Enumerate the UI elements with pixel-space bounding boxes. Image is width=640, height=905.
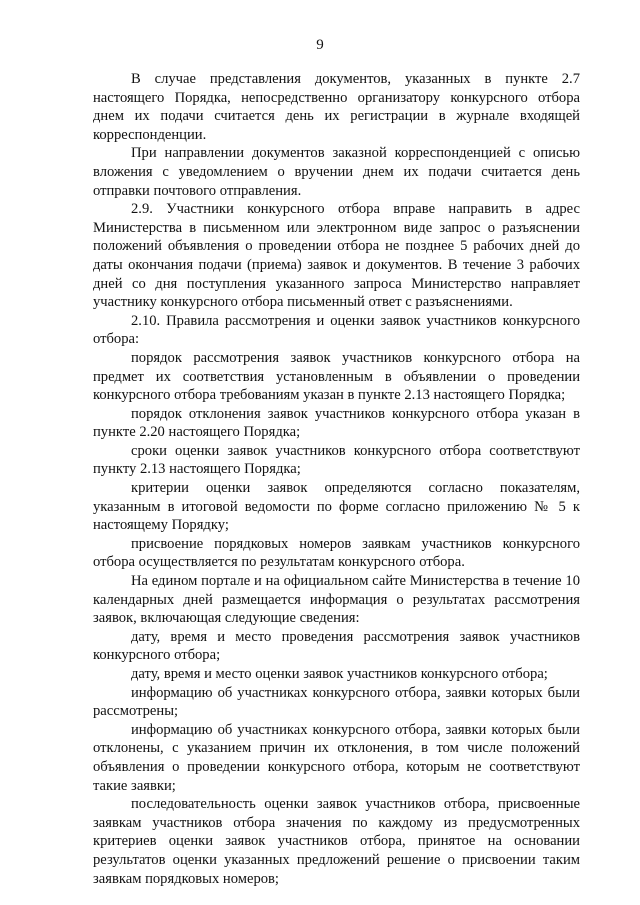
paragraph-registered-mail-submission: При направлении документов заказной корреспонденцией с описью вложения с уведомлением о вручении днем их подачи считается день отправки почтового отправления.: [93, 145, 580, 199]
paragraph-rejected-participants: информацию об участниках конкурсного отбора, заявки которых были отклонены, с указанием причин их отклонения, в том числе положений объявления о проведении конкурсного отбора, которым не соответствуют такие заявки;: [93, 721, 580, 794]
paragraph-ranking-assignment: присвоение порядковых номеров заявкам участников конкурсного отбора осуществляется по результатам конкурсного отбора.: [93, 535, 580, 571]
paragraph-review-date-time-place: дату, время и место проведения рассмотрения заявок участников конкурсного отбора;: [93, 628, 580, 664]
document-body: [93, 70, 580, 888]
paragraph-evaluation-date-time-place: дату, время и место оценки заявок участников конкурсного отбора;: [131, 666, 548, 682]
paragraph-evaluation-criteria: критерии оценки заявок определяются согласно показателям, указанным в итоговой ведомости по форме согласно приложению № 5 к настоящему Порядку;: [93, 480, 580, 534]
paragraph-2-10-review-rules: 2.10. Правила рассмотрения и оценки заявок участников конкурсного отбора:: [93, 312, 580, 348]
paragraph-evaluation-deadlines: сроки оценки заявок участников конкурсного отбора соответствуют пункту 2.13 настоящего Порядка;: [93, 442, 580, 478]
paragraph-2-9-clarification-request: 2.9. Участники конкурсного отбора вправе направить в адрес Министерства в письменном или электронном виде запрос о разъяснении положений объявления о проведении отбора не позднее 5 рабочих дней до даты окончания подачи (приема) заявок и документов. В течение 3 рабочих дней со дня поступления указанного запроса Министерство направляет участнику конкурсного отбора письменный ответ с разъяснениями.: [93, 201, 580, 311]
paragraph-review-procedure: порядок рассмотрения заявок участников конкурсного отбора на предмет их соответствия установленным в объявлении о проведении конкурсного отбора требованиям указан в пункте 2.13 настоящего Порядка;: [93, 349, 580, 404]
page-number: 9: [316, 37, 324, 53]
paragraph-document-submission-in-person: В случае представления документов, указанных в пункте 2.7 настоящего Порядка, непосредственно организатору конкурсного отбора днем их подачи считается день их регистрации в журнале входящей корреспонденции.: [93, 71, 580, 143]
paragraph-evaluation-sequence: последовательность оценки заявок участников отбора, присвоенные заявкам участников отбора значения по каждому из предусмотренных критериев оценки заявок участников отбора, принятое на основании результатов оценки указанных предложений решение о присвоении таким заявкам порядковых номеров;: [93, 796, 580, 887]
paragraph-rejection-procedure: порядок отклонения заявок участников конкурсного отбора указан в пункте 2.20 настоящего Порядка;: [93, 405, 580, 441]
paragraph-reviewed-participants: информацию об участниках конкурсного отбора, заявки которых были рассмотрены;: [93, 684, 580, 720]
paragraph-results-publication: На едином портале и на официальном сайте Министерства в течение 10 календарных дней размещается информация о результатах рассмотрения заявок, включающая следующие сведения:: [93, 573, 580, 627]
